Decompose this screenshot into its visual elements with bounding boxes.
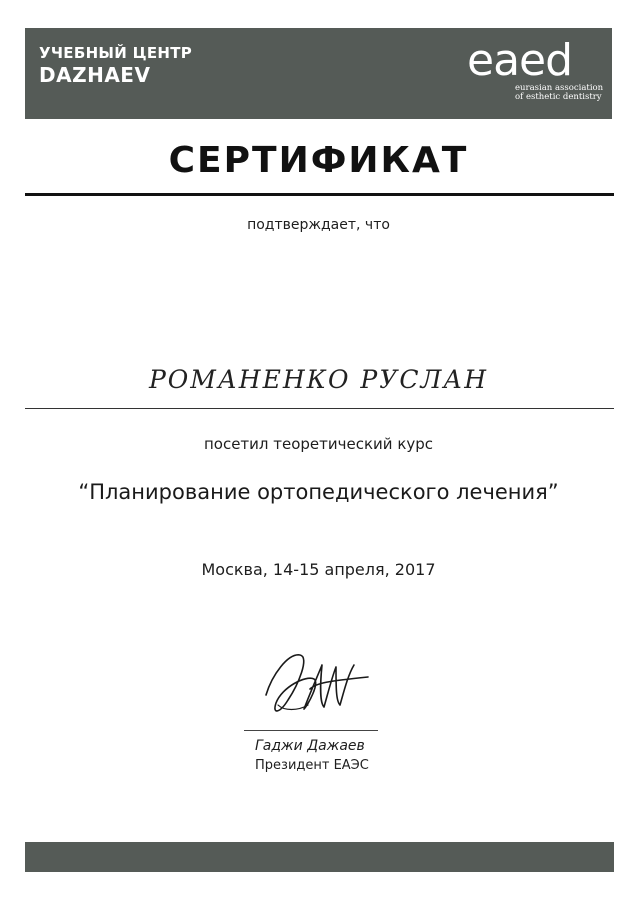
recipient-divider [25,408,614,409]
header-band [25,28,612,119]
school-name-line2: DAZHAEV [39,63,151,87]
attended-text: посетил теоретический курс [203,435,434,453]
certificate-title: СЕРТИФИКАТ [168,140,469,181]
signature-line [244,730,378,731]
association-mark: eaed [467,35,573,86]
title-divider [25,193,614,196]
association-subtitle: eurasian association of esthetic dentistry [515,83,604,102]
signature-image [258,645,388,730]
signer-role: Президент ЕАЭС [255,758,369,773]
signer-name: Гаджи Дажаев [255,738,365,754]
school-logo [39,43,192,87]
footer-band [25,842,614,872]
association-logo [467,35,604,102]
course-title: “Планирование ортопедического лечения” [78,480,559,504]
school-name-line1: УЧЕБНЫЙ ЦЕНТР [39,44,193,62]
confirms-text: подтверждает, что [247,217,390,233]
place-date: Москва, 14-15 апреля, 2017 [201,560,436,579]
recipient-name: РОМАНЕНКО РУСЛАН [148,365,489,394]
